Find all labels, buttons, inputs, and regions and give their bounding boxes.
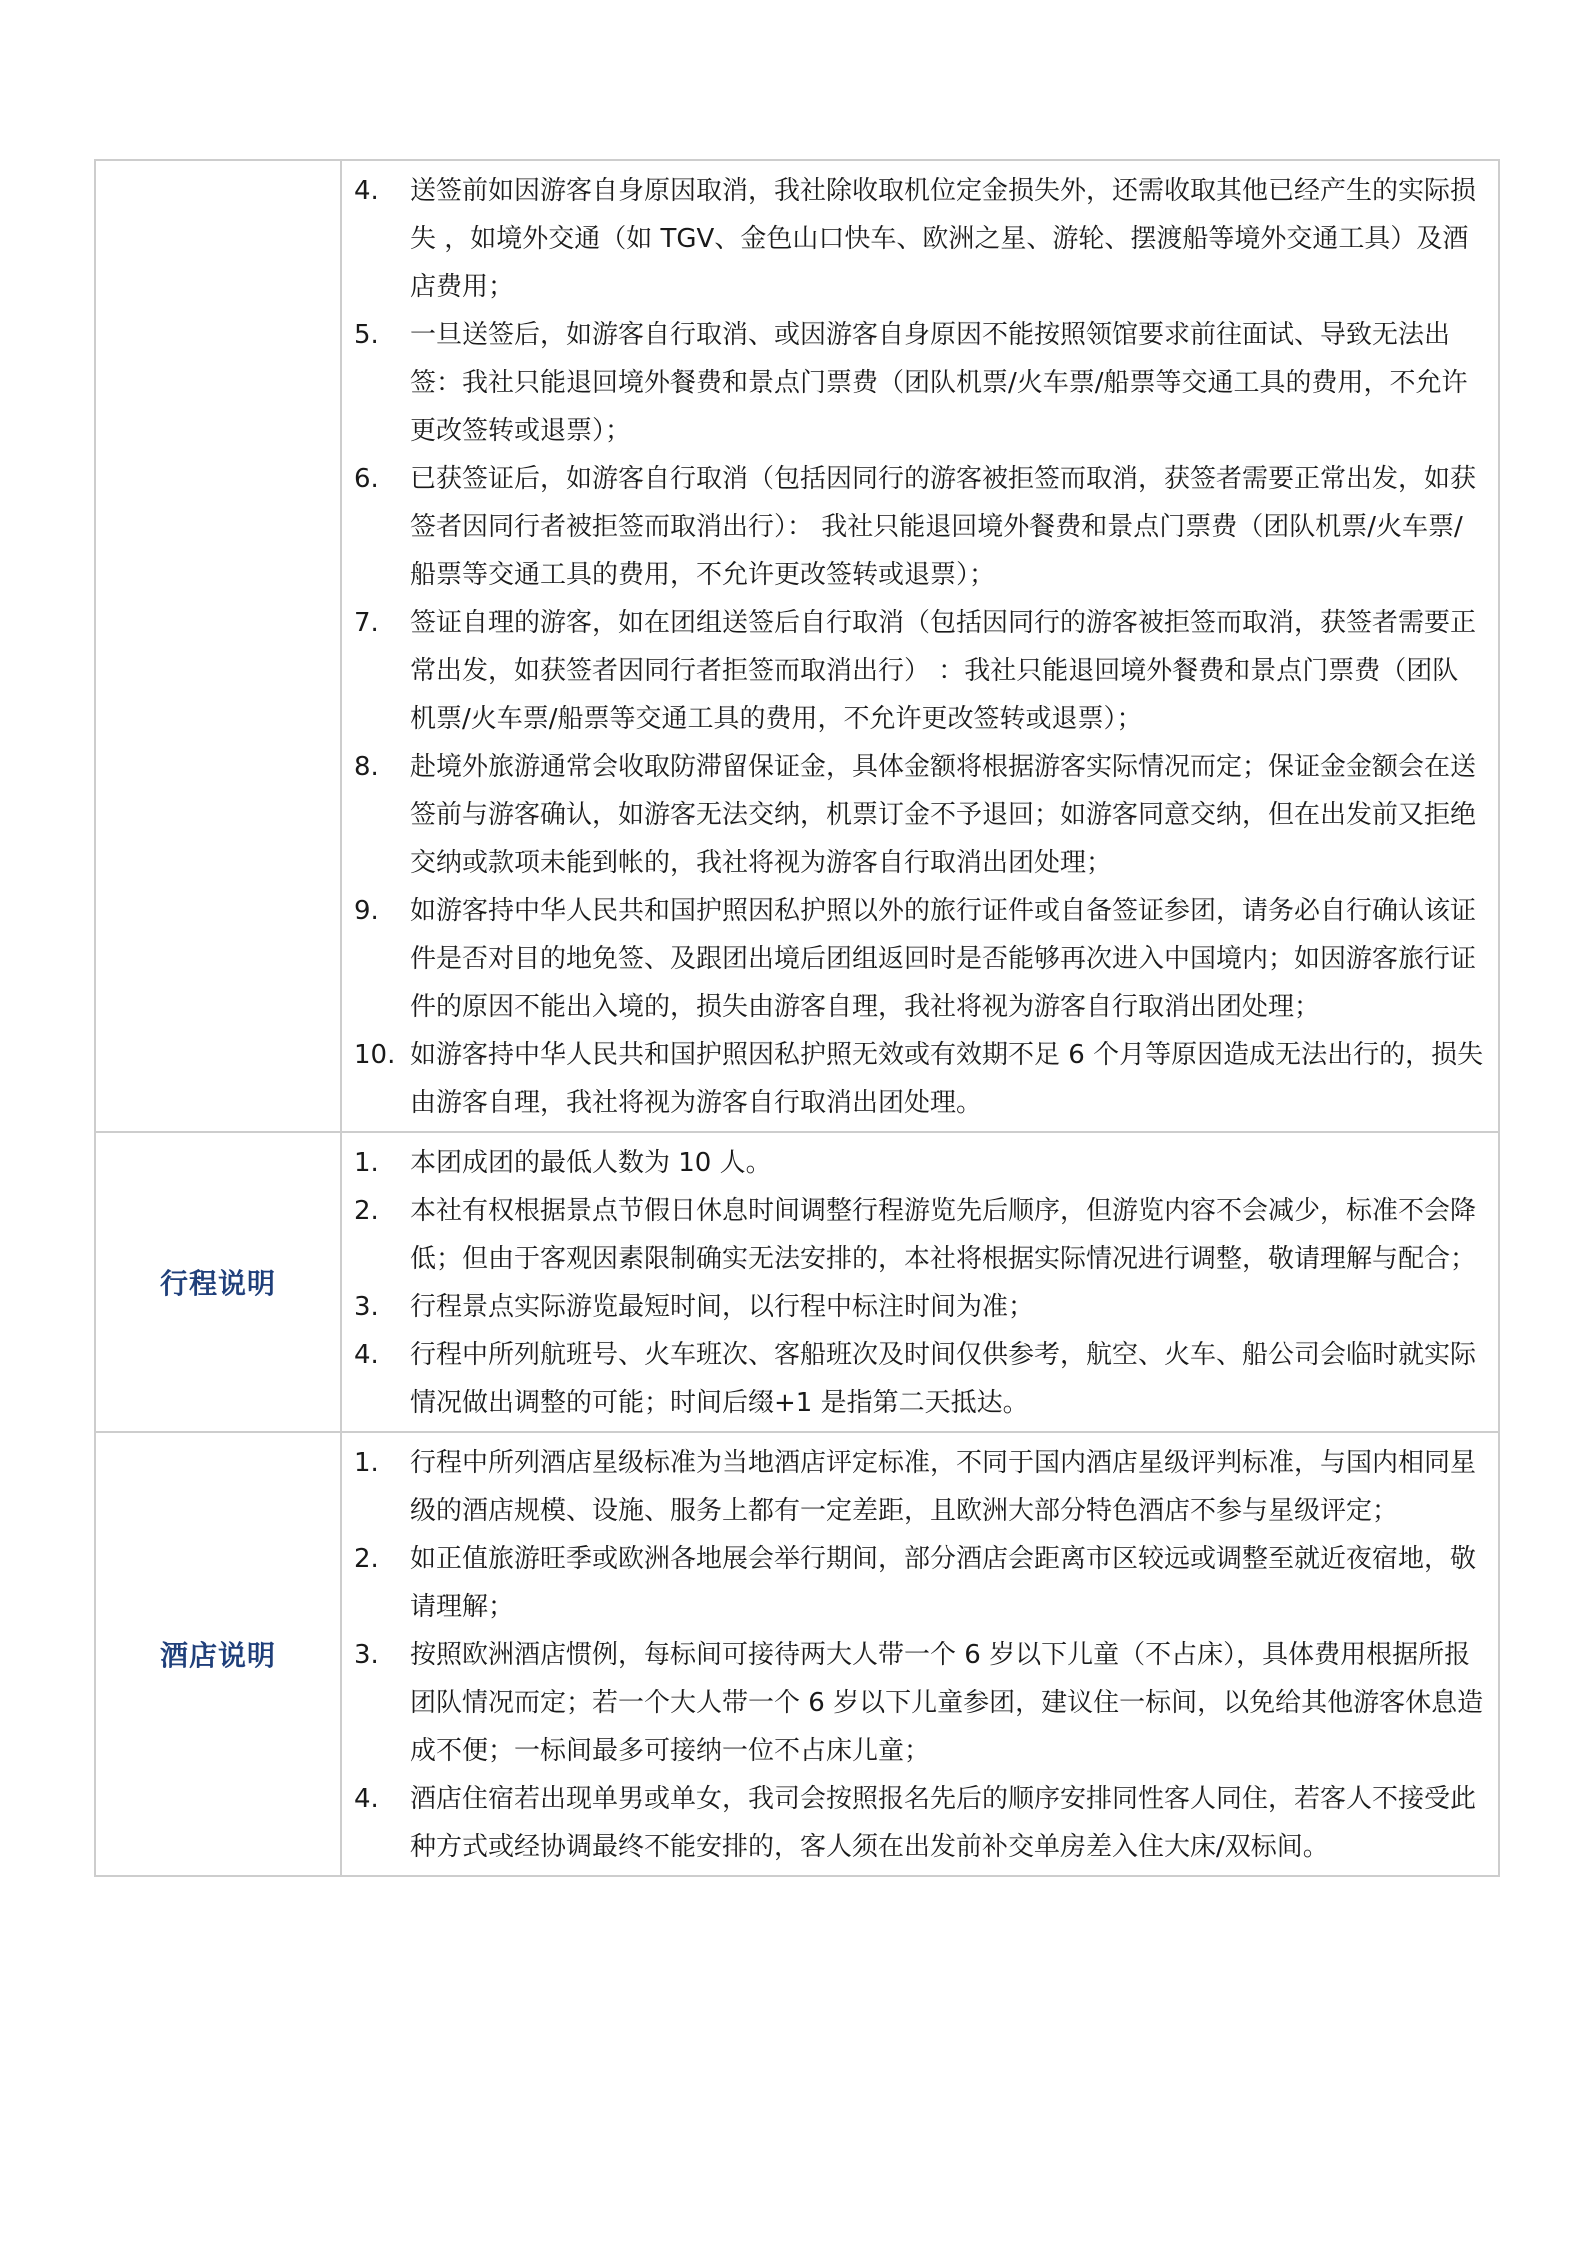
item-text: 已获签证后，如游客自行取消（包括因同行的游客被拒签而取消，获签者需要正常出发，如获签者因同行者被拒签而取消出行）： 我社只能退回境外餐费和景点门票费（团队机票/火车票/船票等交通工具的费用，不允许更改签转或退票）； — [410, 464, 1477, 590]
item-text: 按照欧洲酒店惯例，每标间可接待两大人带一个 6 岁以下儿童（不占床），具体费用根据所报团队情况而定；若一个大人带一个 6 岁以下儿童参团，建议住一标间，以免给其他游客休息造成不便；一标间最多可接纳一位不占床儿童； — [410, 1640, 1484, 1766]
numbered-list — [342, 161, 1498, 1131]
item-text: 本社有权根据景点节假日休息时间调整行程游览先后顺序，但游览内容不会减少，标准不会降低；但由于客观因素限制确实无法安排的，本社将根据实际情况进行调整，敬请理解与配合； — [410, 1196, 1477, 1274]
section-row-itinerary — [95, 1132, 1499, 1432]
list-item — [354, 887, 1484, 1031]
list-item — [354, 1775, 1484, 1871]
list-item — [354, 599, 1484, 743]
section-content-cell — [341, 1132, 1499, 1432]
list-item — [354, 1187, 1484, 1283]
section-row-cancellation — [95, 160, 1499, 1132]
list-item — [354, 1031, 1484, 1127]
item-text: 行程景点实际游览最短时间，以行程中标注时间为准； — [410, 1292, 1035, 1322]
item-number: 2. — [354, 1196, 379, 1226]
item-text: 赴境外旅游通常会收取防滞留保证金，具体金额将根据游客实际情况而定；保证金金额会在送签前与游客确认，如游客无法交纳，机票订金不予退回；如游客同意交纳，但在出发前又拒绝交纳或款项未能到帐的，我社将视为游客自行取消出团处理； — [410, 752, 1477, 878]
item-number: 2. — [354, 1544, 379, 1574]
numbered-list — [342, 1433, 1498, 1875]
section-label-cell — [95, 1432, 341, 1876]
section-label-cell — [95, 160, 341, 1132]
item-text: 签证自理的游客，如在团组送签后自行取消（包括因同行的游客被拒签而取消，获签者需要正常出发，如获签者因同行者拒签而取消出行） ：我社只能退回境外餐费和景点门票费（团队机票/火车票/船票等交通工具的费用，不允许更改签转或退票）； — [410, 608, 1477, 734]
list-item — [354, 1631, 1484, 1775]
list-item — [354, 1331, 1484, 1427]
item-text: 行程中所列酒店星级标准为当地酒店评定标准，不同于国内酒店星级评判标准，与国内相同星级的酒店规模、设施、服务上都有一定差距，且欧洲大部分特色酒店不参与星级评定； — [410, 1448, 1477, 1526]
item-number: 3. — [354, 1640, 379, 1670]
item-number: 1. — [354, 1148, 379, 1178]
section-content-cell — [341, 1432, 1499, 1876]
list-item — [354, 167, 1484, 311]
section-title-itinerary: 行程说明 — [159, 1267, 276, 1300]
item-number: 4. — [354, 1784, 379, 1814]
section-content-cell — [341, 160, 1499, 1132]
item-number: 8. — [354, 752, 379, 782]
list-item — [354, 311, 1484, 455]
item-text: 如正值旅游旺季或欧洲各地展会举行期间，部分酒店会距离市区较远或调整至就近夜宿地，敬请理解； — [410, 1544, 1477, 1622]
item-number: 7. — [354, 608, 379, 638]
terms-table — [94, 159, 1500, 1877]
item-text: 送签前如因游客自身原因取消，我社除收取机位定金损失外，还需收取其他已经产生的实际损失 ，如境外交通（如 TGV、金色山口快车、欧洲之星、游轮、摆渡船等境外交通工具）及酒店费用； — [410, 176, 1477, 302]
item-text: 酒店住宿若出现单男或单女，我司会按照报名先后的顺序安排同性客人同住，若客人不接受此种方式或经协调最终不能安排的，客人须在出发前补交单房差入住大床/双标间。 — [410, 1784, 1477, 1862]
item-number: 4. — [354, 1340, 379, 1370]
list-item — [354, 1139, 1484, 1187]
list-item — [354, 1283, 1484, 1331]
section-title-hotel: 酒店说明 — [159, 1639, 276, 1672]
item-text: 如游客持中华人民共和国护照因私护照无效或有效期不足 6 个月等原因造成无法出行的，损失由游客自理，我社将视为游客自行取消出团处理。 — [410, 1040, 1484, 1118]
section-row-hotel — [95, 1432, 1499, 1876]
item-text: 一旦送签后，如游客自行取消、或因游客自身原因不能按照领馆要求前往面试、导致无法出签：我社只能退回境外餐费和景点门票费（团队机票/火车票/船票等交通工具的费用，不允许更改签转或退票）； — [410, 320, 1468, 446]
item-text: 行程中所列航班号、火车班次、客船班次及时间仅供参考，航空、火车、船公司会临时就实际情况做出调整的可能；时间后缀+1 是指第二天抵达。 — [410, 1340, 1477, 1418]
item-number: 6. — [354, 464, 379, 494]
item-text: 如游客持中华人民共和国护照因私护照以外的旅行证件或自备签证参团，请务必自行确认该证件是否对目的地免签、及跟团出境后团组返回时是否能够再次进入中国境内；如因游客旅行证件的原因不能出入境的，损失由游客自理，我社将视为游客自行取消出团处理； — [410, 896, 1477, 1022]
item-number: 1. — [354, 1448, 379, 1478]
item-number: 5. — [354, 320, 379, 350]
list-item — [354, 743, 1484, 887]
item-text: 本团成团的最低人数为 10 人。 — [410, 1148, 772, 1178]
section-label-cell — [95, 1132, 341, 1432]
item-number: 3. — [354, 1292, 379, 1322]
list-item — [354, 1535, 1484, 1631]
item-number: 4. — [354, 176, 379, 206]
item-number: 9. — [354, 896, 379, 926]
list-item — [354, 455, 1484, 599]
numbered-list — [342, 1133, 1498, 1431]
list-item — [354, 1439, 1484, 1535]
item-number: 10. — [354, 1040, 396, 1070]
